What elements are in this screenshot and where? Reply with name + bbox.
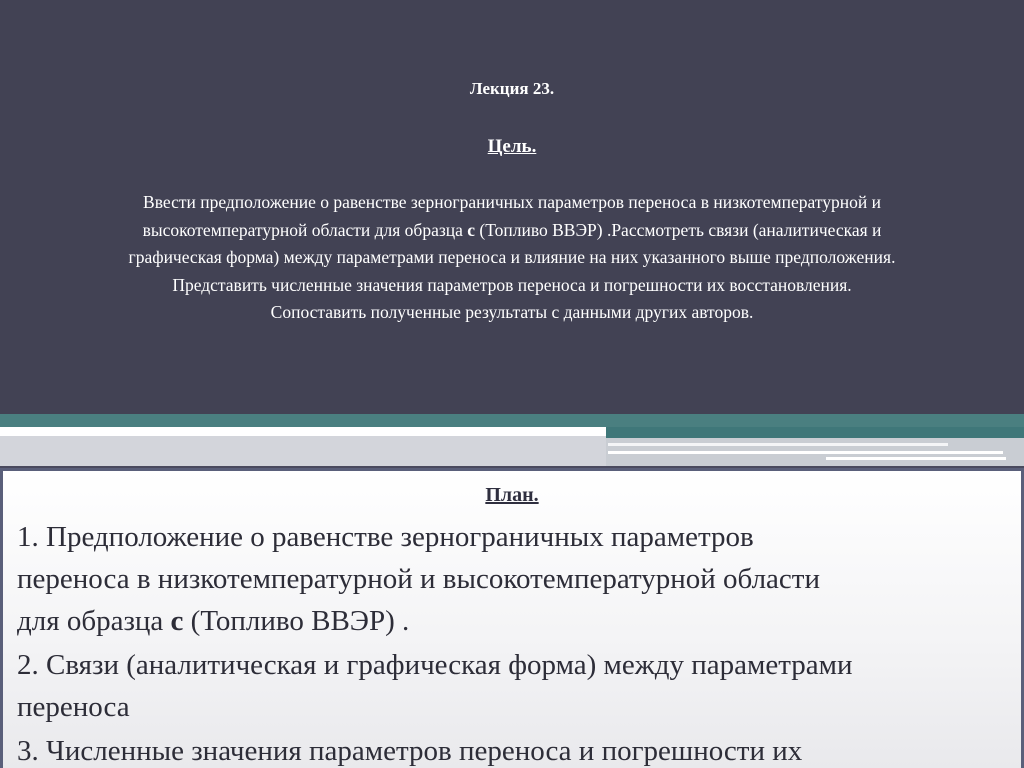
goal-line: высокотемпературной области для образца с (Топливо ВВЭР) .Рассмотреть связи (аналитическая и <box>142 219 882 240</box>
plan-item <box>17 644 1011 728</box>
divider-stripe <box>608 451 1003 454</box>
divider-stripe <box>606 427 1024 438</box>
plan-item-line: переноса <box>17 691 130 723</box>
plan-item-line: для образца с (Топливо ВВЭР) . <box>17 605 410 637</box>
divider-stripe <box>608 443 948 446</box>
divider-stripe <box>0 436 606 466</box>
plan-item-line: переноса в низкотемпературной и высокотемпературной области <box>17 563 820 595</box>
plan-heading: План. <box>485 484 539 506</box>
divider-stripe <box>826 457 1006 460</box>
lecture-title: Лекция 23. <box>469 79 555 98</box>
goal-line: Сопоставить полученные результаты с данными других авторов. <box>270 302 754 322</box>
goal-paragraph <box>6 189 1018 327</box>
plan-item <box>17 516 1011 642</box>
plan-item <box>17 730 1011 768</box>
goal-line: Представить численные значения параметров переноса и погрешности их восстановления. <box>172 274 852 295</box>
goal-heading: Цель. <box>487 136 537 157</box>
plan-item-line: 3. Численные значения параметров переноса и погрешности их <box>17 735 803 767</box>
goal-line: графическая форма) между параметрами переноса и влияние на них указанного выше предположения. <box>128 247 896 267</box>
plan-item-line: 1. Предположение о равенстве зернограничных параметров <box>17 521 754 553</box>
divider-stripe <box>0 427 606 436</box>
goal-line: Ввести предположение о равенстве зернограничных параметров переноса в низкотемпературной и <box>143 192 881 212</box>
divider-stripe <box>0 414 1024 427</box>
plan-section <box>0 468 1024 768</box>
plan-item-line: 2. Связи (аналитическая и графическая форма) между параметрами <box>17 649 853 681</box>
plan-list <box>17 516 1011 768</box>
